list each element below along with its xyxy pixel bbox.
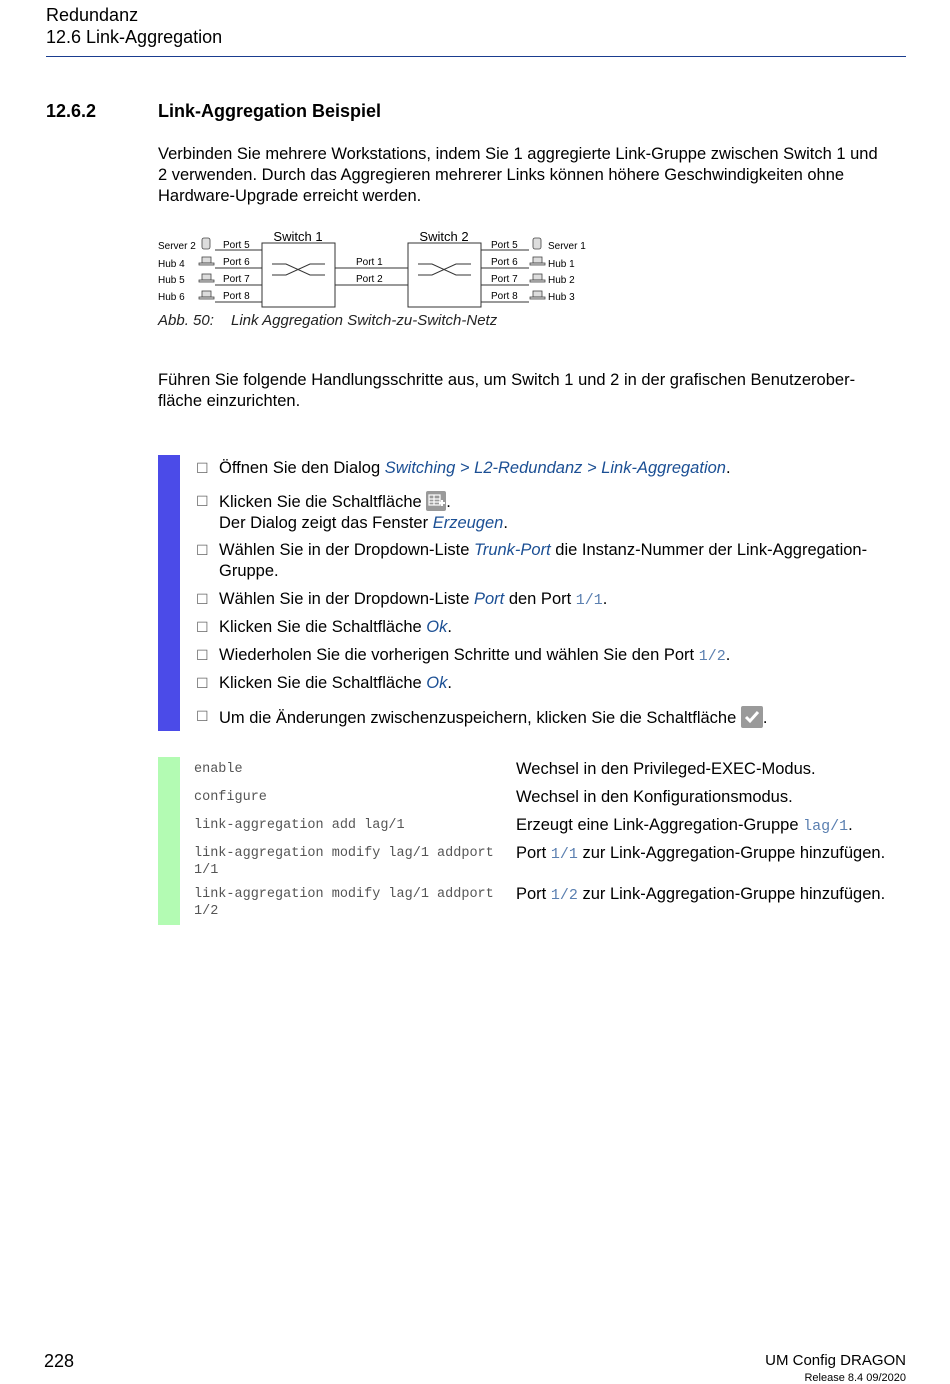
cli-description xyxy=(516,815,911,837)
left-device-label: Hub 6 xyxy=(158,292,185,303)
step-text: . xyxy=(446,493,451,511)
step-text: Um die Änderungen zwischenzuspeichern, klicken Sie die Schaltfläche xyxy=(219,709,741,727)
cli-command xyxy=(194,886,494,920)
step-text: Klicken Sie die Schaltfläche xyxy=(219,674,427,692)
dropdown-name: Port xyxy=(473,590,505,608)
hub-icon xyxy=(533,274,542,280)
lag-value: lag/1 xyxy=(803,818,849,835)
dropdown-name: Trunk-Port xyxy=(473,541,551,559)
step-text: . xyxy=(602,590,608,608)
lead-line: fläche einzurichten. xyxy=(158,392,301,410)
hub-icon xyxy=(202,257,211,263)
checkbox-icon: ☐ xyxy=(196,493,209,509)
step-text: . xyxy=(447,618,452,636)
checkbox-icon: ☐ xyxy=(196,542,209,558)
cli-steps-bar xyxy=(158,757,180,925)
cli-description: Wechsel in den Konfigurationsmodus. xyxy=(516,788,793,806)
cli-command-line: link-aggregation modify lag/1 addport xyxy=(194,846,494,861)
network-diagram xyxy=(155,226,595,308)
left-device-label: Server 2 xyxy=(158,241,196,252)
step-text: den Port xyxy=(504,590,576,608)
checkbox-icon: ☐ xyxy=(196,647,209,663)
step-text: Öffnen Sie den Dialog xyxy=(219,459,385,477)
step-text: . xyxy=(503,514,508,532)
step-text: Gruppe. xyxy=(219,562,279,580)
right-port-label: Port 7 xyxy=(491,274,518,285)
header-chapter: Redundanz xyxy=(46,5,139,25)
cli-command-line: 1/1 xyxy=(194,863,219,878)
port-value: 1/1 xyxy=(550,846,578,863)
section-title: Link-Aggregation Beispiel xyxy=(158,101,382,121)
right-device-label: Hub 1 xyxy=(548,259,575,270)
cli-description xyxy=(516,843,911,865)
right-device-label: Hub 2 xyxy=(548,275,575,286)
server-icon xyxy=(202,238,210,249)
step-text: . xyxy=(762,709,768,727)
switch-1-label: Switch 1 xyxy=(273,229,323,244)
right-device-label: Server 1 xyxy=(548,241,586,252)
link-port-label: Port 2 xyxy=(356,274,383,285)
link-port-label: Port 1 xyxy=(356,257,383,268)
hub-icon xyxy=(530,263,545,265)
step-text: . xyxy=(725,459,731,477)
port-value: 1/1 xyxy=(575,592,603,609)
switch-2-label: Switch 2 xyxy=(419,229,469,244)
button-name: Ok xyxy=(426,618,448,636)
step-text: Wählen Sie in der Dropdown-Liste xyxy=(219,541,474,559)
gui-steps-bar xyxy=(158,455,180,731)
hub-icon xyxy=(533,257,542,263)
checkbox-icon: ☐ xyxy=(196,591,209,607)
hub-icon xyxy=(199,263,214,265)
intro-paragraph xyxy=(158,144,908,207)
hub-icon xyxy=(202,274,211,280)
figure-caption-text: Link Aggregation Switch-zu-Switch-Netz xyxy=(231,312,498,329)
release-info: Release 8.4 09/2020 xyxy=(804,1372,906,1384)
window-name: Erzeugen xyxy=(432,514,504,532)
checkbox-icon: ☐ xyxy=(196,619,209,635)
right-device-label: Hub 3 xyxy=(548,292,575,303)
switch-1-x-icon xyxy=(272,264,325,275)
cli-command-line: link-aggregation modify lag/1 addport xyxy=(194,887,494,902)
hub-icon xyxy=(199,280,214,282)
page-number: 228 xyxy=(44,1351,75,1371)
menu-path-link: Switching > L2-Redundanz > Link-Aggregation xyxy=(384,459,726,477)
cli-command: link-aggregation add lag/1 xyxy=(194,818,405,833)
checkbox-icon: ☐ xyxy=(196,460,209,476)
hub-icon xyxy=(530,280,545,282)
left-device-label: Hub 4 xyxy=(158,259,185,270)
hub-icon xyxy=(199,297,214,299)
cli-description-text: Port xyxy=(516,844,551,862)
document-title: UM Config DRAGON xyxy=(765,1352,906,1369)
step-text: die Instanz-Nummer der Link-Aggregation- xyxy=(550,541,868,559)
intro-line: 2 verwenden. Durch das Aggregieren mehrerer Links können höhere Geschwindigkeiten ohne xyxy=(158,166,845,184)
hub-icon xyxy=(530,297,545,299)
checkmark-icon xyxy=(741,706,763,728)
cli-description: Wechsel in den Privileged-EXEC-Modus. xyxy=(516,760,816,778)
left-port-label: Port 7 xyxy=(223,274,250,285)
cli-description-text: zur Link-Aggregation-Gruppe hinzufügen. xyxy=(577,844,886,862)
left-device-label: Hub 5 xyxy=(158,275,185,286)
step-text: Wiederholen Sie die vorherigen Schritte und wählen Sie den Port xyxy=(219,646,699,664)
port-value: 1/2 xyxy=(550,887,578,904)
step-text: Klicken Sie die Schaltfläche xyxy=(219,493,427,511)
left-port-label: Port 6 xyxy=(223,257,250,268)
lead-line: Führen Sie folgende Handlungsschritte aus, um Switch 1 und 2 in der grafischen Benutzerober- xyxy=(158,371,856,389)
hub-icon xyxy=(202,291,211,297)
cli-command-line: 1/2 xyxy=(194,904,219,919)
create-table-icon xyxy=(426,491,446,511)
checkbox-icon: ☐ xyxy=(196,708,209,724)
step-text: Klicken Sie die Schaltfläche xyxy=(219,618,427,636)
section-number: 12.6.2 xyxy=(46,101,97,121)
figure-caption xyxy=(158,312,497,329)
hub-icon xyxy=(533,291,542,297)
step-text: Wählen Sie in der Dropdown-Liste xyxy=(219,590,474,608)
cli-description-text: Erzeugt eine Link-Aggregation-Gruppe xyxy=(516,816,804,834)
cli-description-text: . xyxy=(848,816,853,834)
intro-line: Verbinden Sie mehrere Workstations, indem Sie 1 aggregierte Link-Gruppe zwischen Switch 1 und xyxy=(158,145,878,163)
button-name: Ok xyxy=(426,674,448,692)
intro-line: Hardware-Upgrade erreicht werden. xyxy=(158,187,422,205)
port-value: 1/2 xyxy=(698,648,726,665)
cli-description-text: Port xyxy=(516,885,551,903)
step-text: Der Dialog zeigt das Fenster xyxy=(219,514,433,532)
figure-caption-label: Abb. 50: xyxy=(158,312,214,329)
left-port-label: Port 8 xyxy=(223,291,250,302)
cli-command: enable xyxy=(194,762,243,777)
right-port-label: Port 8 xyxy=(491,291,518,302)
left-port-label: Port 5 xyxy=(223,240,250,251)
cli-description-text: zur Link-Aggregation-Gruppe hinzufügen. xyxy=(577,885,886,903)
cli-command xyxy=(194,845,494,879)
header-rule xyxy=(46,56,906,57)
cli-command: configure xyxy=(194,790,267,805)
right-port-label: Port 6 xyxy=(491,257,518,268)
switch-2-x-icon xyxy=(418,264,471,275)
right-port-label: Port 5 xyxy=(491,240,518,251)
step-text: . xyxy=(725,646,731,664)
cli-description xyxy=(516,884,911,906)
checkbox-icon: ☐ xyxy=(196,675,209,691)
lead-paragraph xyxy=(158,370,908,412)
header-section: 12.6 Link-Aggregation xyxy=(46,27,223,47)
step-text: . xyxy=(447,674,452,692)
server-icon xyxy=(533,238,541,249)
